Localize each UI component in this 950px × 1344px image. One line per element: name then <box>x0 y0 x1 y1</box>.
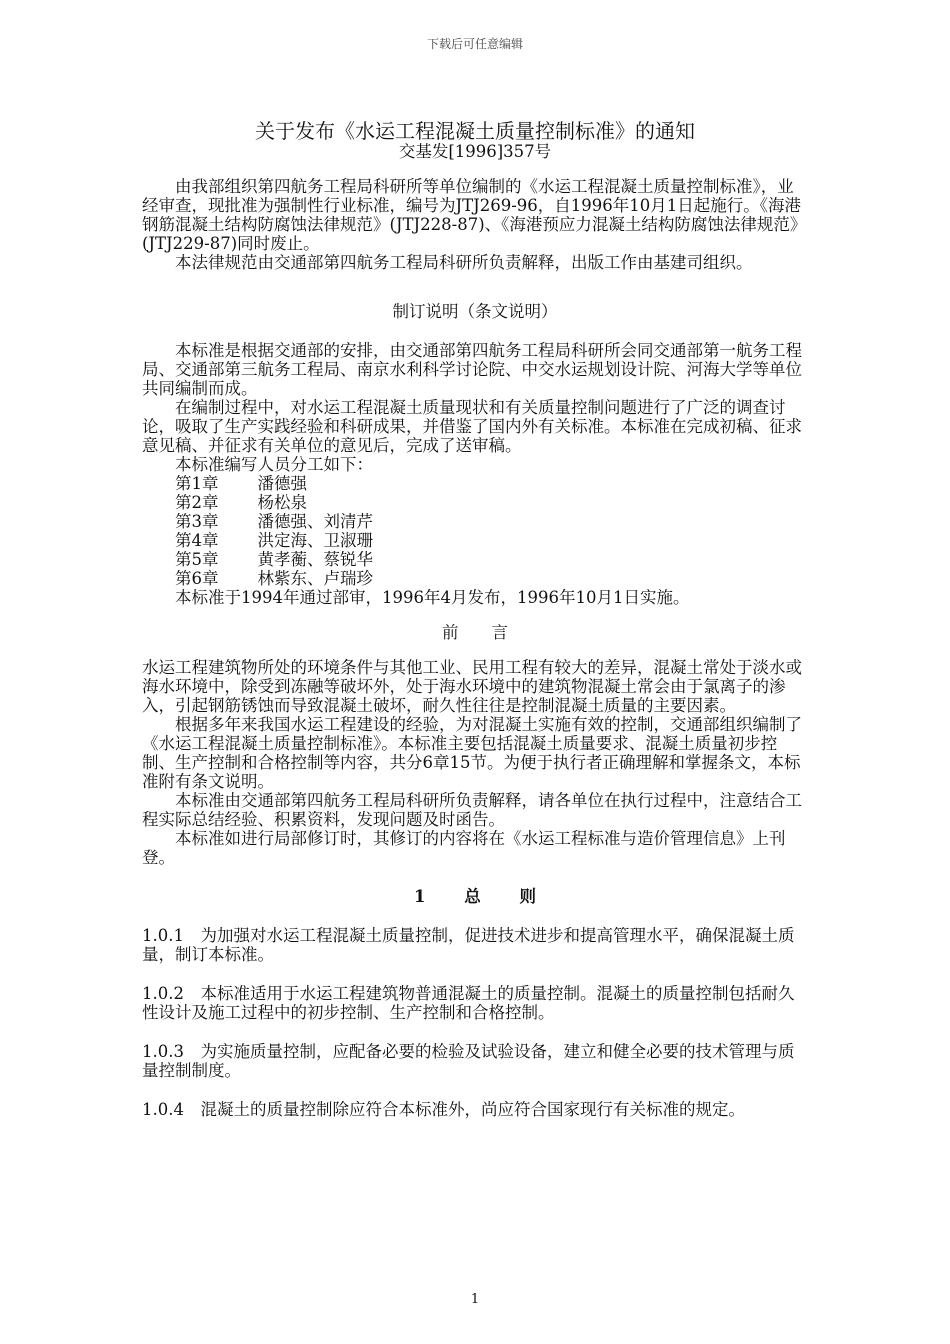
clause-text: 为实施质量控制，应配备必要的检验及试验设备，建立和健全必要的技术管理与质量控制制度。 <box>142 1042 795 1080</box>
chapter-authors: 黄孝蘅、蔡锐华 <box>257 550 373 569</box>
author-row <box>175 512 808 531</box>
clause-number: 1.0.2 <box>142 984 184 1003</box>
explanation-paragraph: 在编制过程中，对水运工程混凝土质量现状和有关质量控制问题进行了广泛的调查讨论，吸取了生产实践经验和科研成果，并借鉴了国内外有关标准。本标准在完成初稿、征求意见稿、并征求有关单位的意见后，完成了送审稿。 <box>142 398 802 455</box>
preface-paragraph: 水运工程建筑物所处的环境条件与其他工业、民用工程有较大的差异，混凝土常处于淡水或海水环境中，除受到冻融等破坏外，处于海水环境中的建筑物混凝土常会由于氯离子的渗入，引起钢筋锈蚀而导致混凝土破坏，耐久性往往是控制混凝土质量的主要因素。 <box>142 658 802 715</box>
chapter-label: 第5章 <box>175 550 219 569</box>
clause-number: 1.0.1 <box>142 926 184 945</box>
chapter-label: 第1章 <box>175 474 219 493</box>
clause <box>142 1042 808 1080</box>
document-body <box>142 120 808 1139</box>
clause-number: 1.0.3 <box>142 1042 184 1061</box>
clause <box>142 926 808 964</box>
author-row <box>175 569 808 588</box>
chapter-authors: 林紫东、卢瑞珍 <box>257 569 373 588</box>
preface-title: 前言 <box>442 623 541 642</box>
explanation-paragraph: 本标准是根据交通部的安排，由交通部第四航务工程局科研所会同交通部第一航务工程局、交通部第三航务工程局、南京水利科学讨论院、中交水运规划设计院、河海大学等单位共同编制而成。 <box>142 341 802 398</box>
document-number: 交基发[1996]357号 <box>398 142 552 161</box>
chapter-label: 第4章 <box>175 531 219 550</box>
author-row <box>175 550 808 569</box>
explanation-title: 制订说明（条文说明） <box>392 302 558 321</box>
chapter-label: 第2章 <box>175 493 219 512</box>
notice-paragraph: 由我部组织第四航务工程局科研所等单位编制的《水运工程混凝土质量控制标准》，业经审查，现批准为强制性行业标准，编号为JTJ269-96，自1996年10月1日起施行。《海港钢筋混凝土结构防腐蚀法律规范》(JTJ228-87)、《海港预应力混凝土结构防腐蚀法律规范》(JTJ229-87)同时废止。 <box>142 177 807 253</box>
chapter-authors: 洪定海、卫淑珊 <box>257 531 373 550</box>
clause-text: 本标准适用于水运工程建筑物普通混凝土的质量控制。混凝土的质量控制包括耐久性设计及施工过程中的初步控制、生产控制和合格控制。 <box>142 984 795 1022</box>
header-note: 下载后可任意编辑 <box>426 37 523 51</box>
clause-text: 混凝土的质量控制除应符合本标准外，尚应符合国家现行有关标准的规定。 <box>200 1100 745 1119</box>
clause-text: 为加强对水运工程混凝土质量控制，促进技术进步和提高管理水平，确保混凝土质量，制订本标准。 <box>142 926 795 964</box>
author-list <box>142 474 808 588</box>
clause-number: 1.0.4 <box>142 1100 184 1119</box>
notice-paragraph: 本法律规范由交通部第四航务工程局科研所负责解释，出版工作由基建司组织。 <box>175 253 753 272</box>
chapter-title: 1 总 则 <box>414 887 553 906</box>
clause <box>142 1100 808 1119</box>
explanation-closing: 本标准于1994年通过部审，1996年4月发布，1996年10月1日实施。 <box>175 588 690 607</box>
chapter-authors: 潘德强 <box>257 474 307 493</box>
preface-paragraph: 根据多年来我国水运工程建设的经验，为对混凝土实施有效的控制，交通部组织编制了《水运工程混凝土质量控制标准》。本标准主要包括混凝土质量要求、混凝土质量初步控制、生产控制和合格控制等内容，共分6章15节。为便于执行者正确理解和掌握条文，本标准附有条文说明。 <box>142 715 802 791</box>
author-row <box>175 531 808 550</box>
preface-paragraph: 本标准由交通部第四航务工程局科研所负责解释，请各单位在执行过程中，注意结合工程实际总结经验、积累资料，发现问题及时函告。 <box>142 791 802 829</box>
chapter-label: 第3章 <box>175 512 219 531</box>
page-number: 1 <box>470 1292 480 1307</box>
author-row <box>175 493 808 512</box>
clause <box>142 984 808 1022</box>
author-row <box>175 474 808 493</box>
explanation-paragraph: 本标准编写人员分工如下： <box>175 455 373 474</box>
preface-paragraph: 本标准如进行局部修订时，其修订的内容将在《水运工程标准与造价管理信息》上刊登。 <box>142 829 786 867</box>
notice-title: 关于发布《水运工程混凝土质量控制标准》的通知 <box>255 119 695 143</box>
chapter-authors: 潘德强、刘清芹 <box>257 512 373 531</box>
chapter-authors: 杨松泉 <box>257 493 307 512</box>
chapter-label: 第6章 <box>175 569 219 588</box>
